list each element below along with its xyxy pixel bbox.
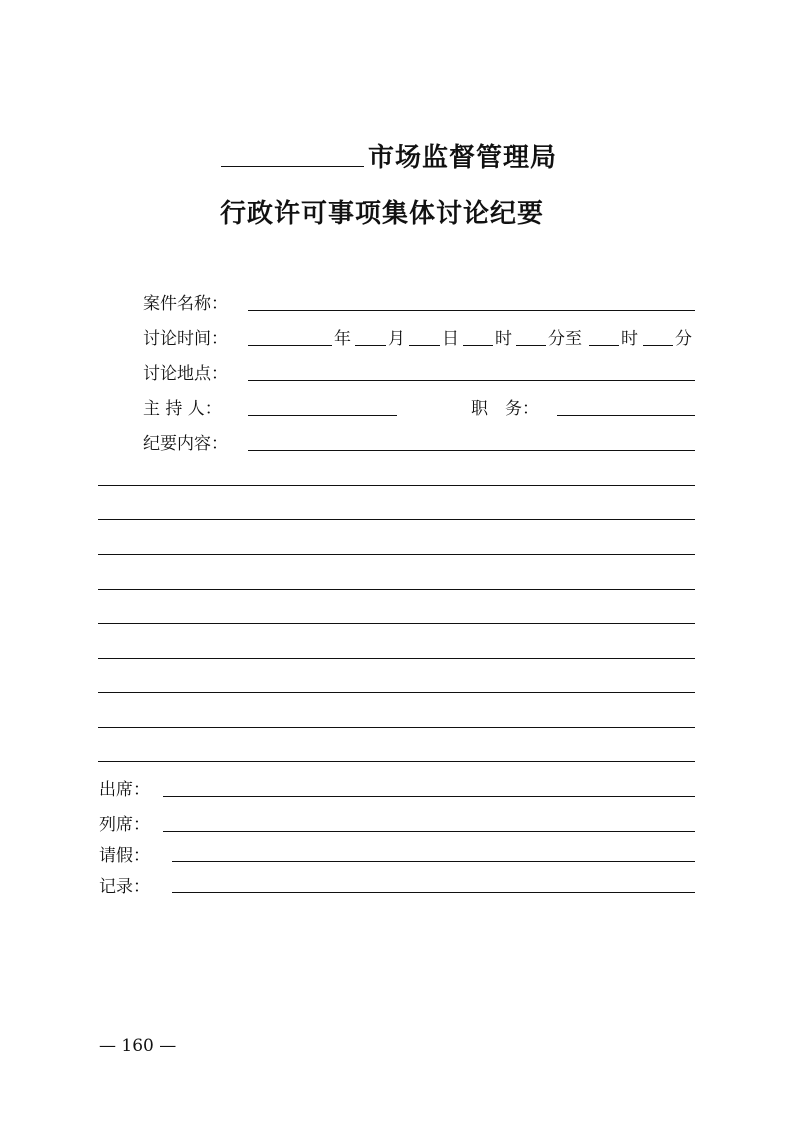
recorder-label: 记录： bbox=[99, 877, 150, 897]
position-field[interactable] bbox=[557, 415, 695, 416]
end-minute-unit: 分 bbox=[675, 329, 692, 349]
month-field[interactable] bbox=[355, 345, 386, 346]
start-minute-field[interactable] bbox=[516, 345, 546, 346]
org-suffix: 市场监督管理局 bbox=[368, 143, 558, 173]
minutes-content-line[interactable] bbox=[98, 519, 695, 520]
leave-label: 请假： bbox=[99, 846, 150, 866]
minutes-content-line[interactable] bbox=[98, 589, 695, 590]
year-field[interactable] bbox=[248, 345, 332, 346]
minutes-content-line[interactable] bbox=[98, 692, 695, 693]
case-name-label: 案件名称： bbox=[143, 294, 228, 314]
minutes-content-line[interactable] bbox=[98, 727, 695, 728]
page-number: — 160 — bbox=[99, 1036, 177, 1056]
host-label: 主 持 人： bbox=[143, 399, 222, 419]
host-field[interactable] bbox=[248, 415, 397, 416]
attending-label: 列席： bbox=[99, 815, 150, 835]
minutes-content-line[interactable] bbox=[98, 761, 695, 762]
recorder-field[interactable] bbox=[172, 892, 695, 893]
discussion-place-label: 讨论地点： bbox=[143, 364, 228, 384]
attending-field[interactable] bbox=[163, 831, 695, 832]
start-hour-unit: 时 bbox=[495, 329, 512, 349]
present-field[interactable] bbox=[163, 796, 695, 797]
month-unit: 月 bbox=[388, 329, 405, 349]
start-minute-to-unit: 分至 bbox=[548, 329, 582, 349]
document-title: 行政许可事项集体讨论纪要 bbox=[220, 199, 545, 229]
end-hour-unit: 时 bbox=[621, 329, 638, 349]
end-minute-field[interactable] bbox=[643, 345, 673, 346]
discussion-time-label: 讨论时间： bbox=[143, 329, 228, 349]
leave-field[interactable] bbox=[172, 861, 695, 862]
end-hour-field[interactable] bbox=[589, 345, 619, 346]
year-unit: 年 bbox=[334, 329, 351, 349]
start-hour-field[interactable] bbox=[463, 345, 493, 346]
present-label: 出席： bbox=[99, 780, 150, 800]
position-label: 职 务： bbox=[471, 399, 539, 419]
minutes-content-line[interactable] bbox=[98, 658, 695, 659]
minutes-content-line[interactable] bbox=[98, 623, 695, 624]
org-name-blank[interactable] bbox=[221, 166, 364, 167]
discussion-place-field[interactable] bbox=[248, 380, 695, 381]
case-name-field[interactable] bbox=[248, 310, 695, 311]
minutes-content-line[interactable] bbox=[98, 554, 695, 555]
minutes-content-line[interactable] bbox=[98, 485, 695, 486]
minutes-content-label: 纪要内容： bbox=[143, 434, 228, 454]
day-unit: 日 bbox=[442, 329, 459, 349]
minutes-content-field[interactable] bbox=[248, 450, 695, 451]
day-field[interactable] bbox=[409, 345, 440, 346]
